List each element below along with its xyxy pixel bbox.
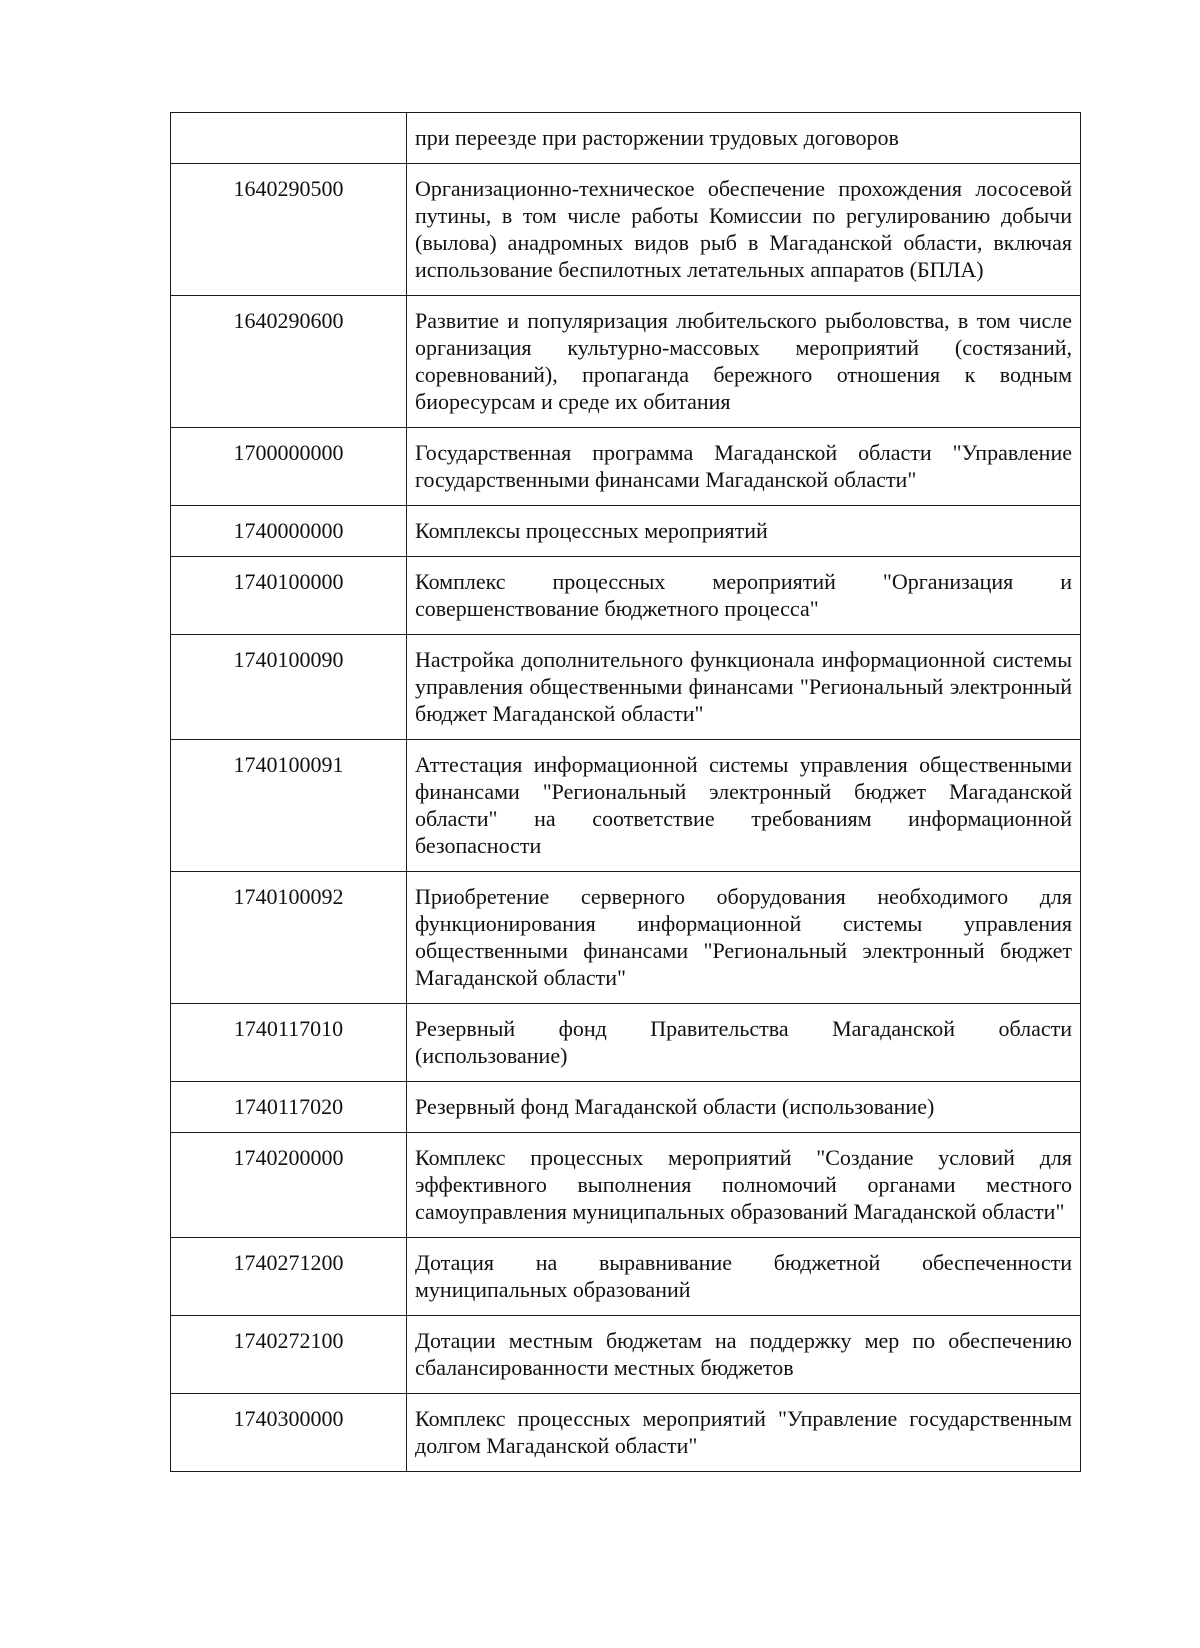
table-row xyxy=(171,506,1081,557)
table-row xyxy=(171,428,1081,506)
budget-code-table xyxy=(170,112,1081,1472)
code-cell: 1640290500 xyxy=(171,164,407,296)
code-cell: 1740117020 xyxy=(171,1082,407,1133)
description-cell: Дотация на выравнивание бюджетной обеспеченности муниципальных образований xyxy=(407,1238,1081,1316)
table-row xyxy=(171,872,1081,1004)
table-row xyxy=(171,164,1081,296)
code-cell: 1700000000 xyxy=(171,428,407,506)
description-cell: Комплексы процессных мероприятий xyxy=(407,506,1081,557)
code-cell: 1740117010 xyxy=(171,1004,407,1082)
code-cell: 1740100000 xyxy=(171,557,407,635)
table-body xyxy=(171,113,1081,1472)
description-cell: Комплекс процессных мероприятий "Создание условий для эффективного выполнения полномочий органами местного самоуправления муниципальных образований Магаданской области" xyxy=(407,1133,1081,1238)
description-cell: Настройка дополнительного функционала информационной системы управления общественными финансами "Региональный электронный бюджет Магаданской области" xyxy=(407,635,1081,740)
code-cell: 1740000000 xyxy=(171,506,407,557)
table-row xyxy=(171,740,1081,872)
description-cell: Резервный фонд Магаданской области (использование) xyxy=(407,1082,1081,1133)
table-row xyxy=(171,1394,1081,1472)
table-row xyxy=(171,1133,1081,1238)
code-cell: 1740100092 xyxy=(171,872,407,1004)
code-cell xyxy=(171,113,407,164)
table-row xyxy=(171,557,1081,635)
code-cell: 1740271200 xyxy=(171,1238,407,1316)
table-row xyxy=(171,1082,1081,1133)
description-cell: Комплекс процессных мероприятий "Управление государственным долгом Магаданской области" xyxy=(407,1394,1081,1472)
table-row xyxy=(171,1004,1081,1082)
code-cell: 1740272100 xyxy=(171,1316,407,1394)
description-cell: Государственная программа Магаданской области "Управление государственными финансами Магаданской области" xyxy=(407,428,1081,506)
description-cell: Аттестация информационной системы управления общественными финансами "Региональный электронный бюджет Магаданской области" на соответствие требованиям информационной безопасности xyxy=(407,740,1081,872)
description-cell: Дотации местным бюджетам на поддержку мер по обеспечению сбалансированности местных бюджетов xyxy=(407,1316,1081,1394)
code-cell: 1740100090 xyxy=(171,635,407,740)
code-cell: 1740200000 xyxy=(171,1133,407,1238)
description-cell: Комплекс процессных мероприятий "Организация и совершенствование бюджетного процесса" xyxy=(407,557,1081,635)
description-cell: Организационно-техническое обеспечение прохождения лососевой путины, в том числе работы Комиссии по регулированию добычи (вылова) анадромных видов рыб в Магаданской области, включая использование беспилотных летательных аппаратов (БПЛА) xyxy=(407,164,1081,296)
table-row xyxy=(171,1316,1081,1394)
code-cell: 1640290600 xyxy=(171,296,407,428)
description-cell: Развитие и популяризация любительского рыболовства, в том числе организация культурно-массовых мероприятий (состязаний, соревнований), пропаганда бережного отношения к водным биоресурсам и среде их обитания xyxy=(407,296,1081,428)
table-row xyxy=(171,113,1081,164)
description-cell: при переезде при расторжении трудовых договоров xyxy=(407,113,1081,164)
table-row xyxy=(171,635,1081,740)
code-cell: 1740100091 xyxy=(171,740,407,872)
code-cell: 1740300000 xyxy=(171,1394,407,1472)
description-cell: Приобретение серверного оборудования необходимого для функционирования информационной системы управления общественными финансами "Региональный электронный бюджет Магаданской области" xyxy=(407,872,1081,1004)
table-row xyxy=(171,296,1081,428)
description-cell: Резервный фонд Правительства Магаданской области (использование) xyxy=(407,1004,1081,1082)
table-row xyxy=(171,1238,1081,1316)
